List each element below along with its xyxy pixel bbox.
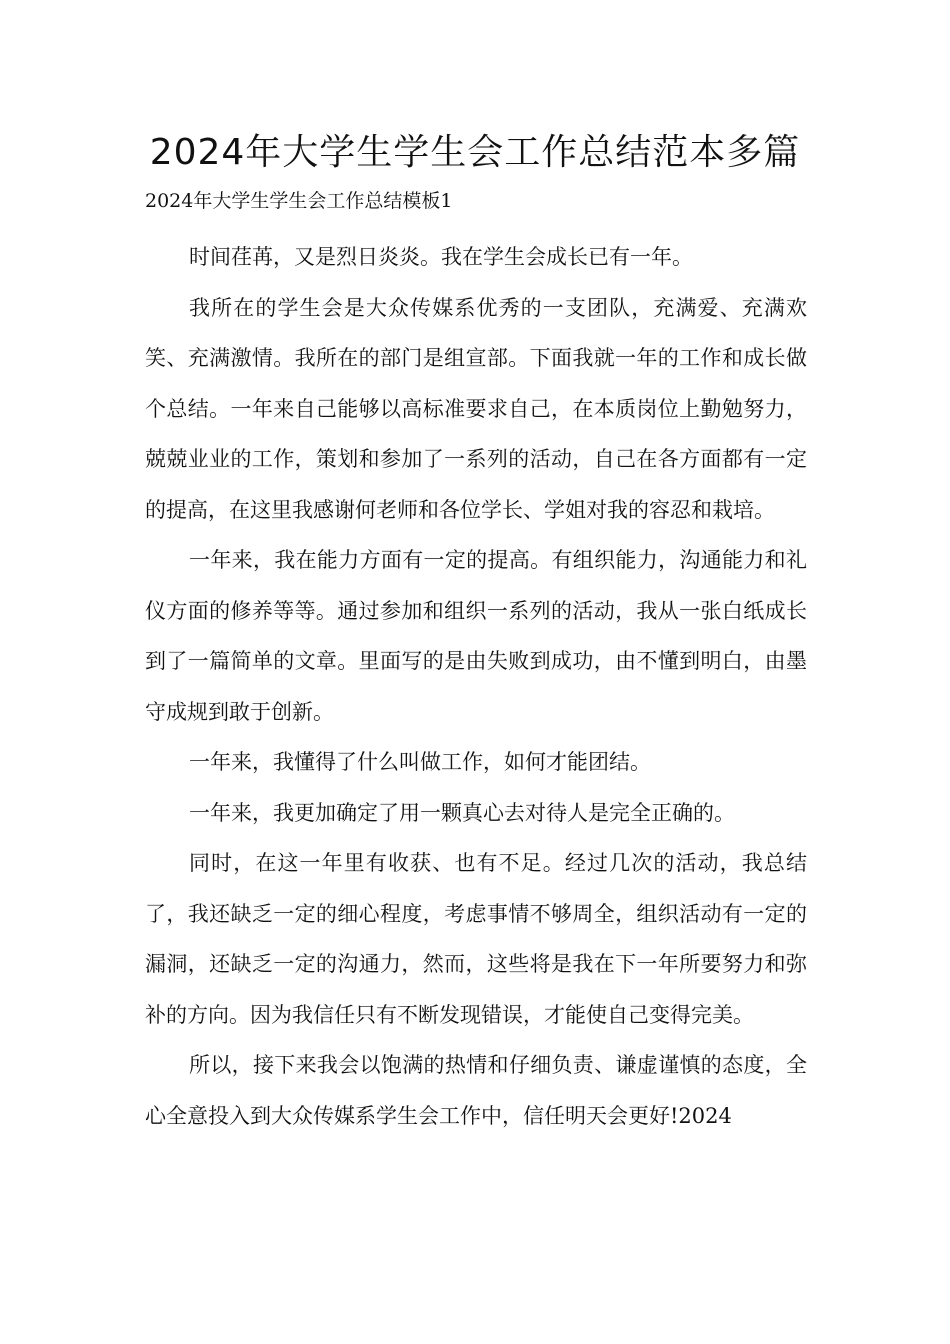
paragraph-7: 所以，接下来我会以饱满的热情和仔细负责、谦虚谨慎的态度，全心全意投入到大众传媒系学生会工作中，信任明天会更好!2024 (145, 1053, 807, 1128)
paragraph-2: 我所在的学生会是大众传媒系优秀的一支团队，充满爱、充满欢笑、充满激情。我所在的部门是组宣部。下面我就一年的工作和成长做个总结。一年来自己能够以高标准要求自己，在本质岗位上勤勉努力，兢兢业业的工作，策划和参加了一系列的活动，自己在各方面都有一定的提高，在这里我感谢何老师和各位学长、学姐对我的容忍和栽培。 (145, 295, 807, 522)
paragraph-4: 一年来，我懂得了什么叫做工作，如何才能团结。 (189, 750, 651, 774)
paragraph-3: 一年来，我在能力方面有一定的提高。有组织能力，沟通能力和礼仪方面的修养等等。通过参加和组织一系列的活动，我从一张白纸成长到了一篇简单的文章。里面写的是由失败到成功，由不懂到明白，由墨守成规到敢于创新。 (145, 548, 807, 724)
document-title: 2024年大学生学生会工作总结范本多篇 (149, 132, 801, 173)
paragraph-1: 时间荏苒，又是烈日炎炎。我在学生会成长已有一年。 (189, 245, 693, 269)
paragraph-5: 一年来，我更加确定了用一颗真心去对待人是完全正确的。 (189, 800, 735, 825)
paragraph-6: 同时，在这一年里有收获、也有不足。经过几次的活动，我总结了，我还缺乏一定的细心程度，考虑事情不够周全，组织活动有一定的漏洞，还缺乏一定的沟通力，然而，这些将是我在下一年所要努力和弥补的方向。因为我信任只有不断发现错误，才能使自己变得完美。 (145, 851, 807, 1027)
section-heading: 2024年大学生学生会工作总结模板1 (145, 190, 453, 212)
document-body (145, 232, 807, 1141)
